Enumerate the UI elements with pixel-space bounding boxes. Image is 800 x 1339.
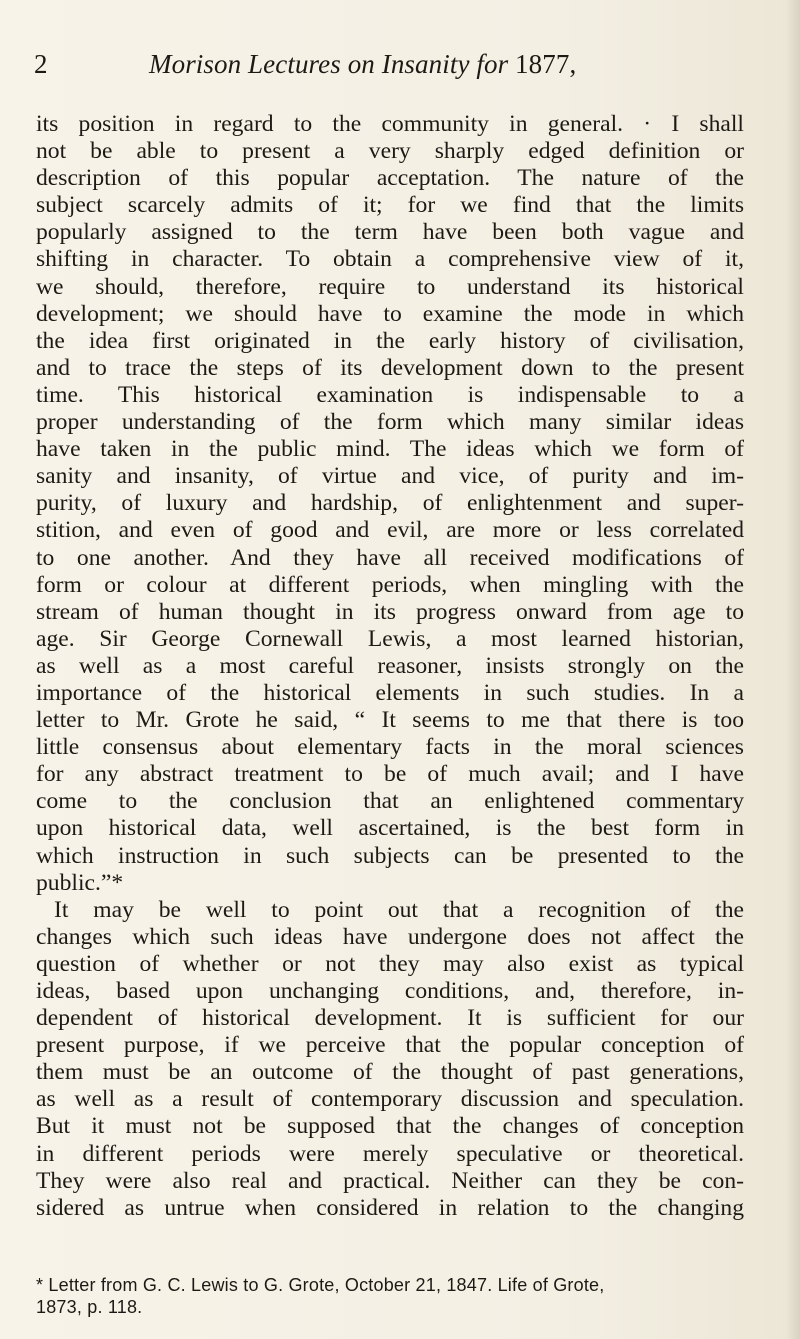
text-line: have taken in the public mind. The ideas which we form of [36, 436, 744, 463]
text-line: form or colour at different periods, when mingling with the [36, 571, 744, 598]
text-line: the idea first originated in the early history of civilisation, [36, 327, 744, 354]
text-line: proper understanding of the form which many similar ideas [36, 409, 744, 436]
running-title-year: 1877, [515, 49, 577, 79]
text-line: as well as a result of contemporary discussion and speculation. [36, 1086, 744, 1113]
text-line: which instruction in such subjects can be presented to the [36, 842, 744, 869]
text-line: letter to Mr. Grote he said, “ It seems to me that there is too [36, 707, 744, 734]
text-line: time. This historical examination is indispensable to a [36, 381, 744, 408]
text-line: its position in regard to the community in general. · I shall [36, 111, 744, 137]
text-line: question of whether or not they may also exist as typical [36, 950, 744, 977]
footnote [36, 1274, 744, 1318]
text-line: sanity and insanity, of virtue and vice, of purity and im- [36, 463, 744, 490]
text-line: stream of human thought in its progress onward from age to [36, 598, 744, 625]
running-head [34, 44, 734, 84]
text-line: sidered as untrue when considered in relation to the changing [36, 1194, 744, 1221]
page-edge-shadow [786, 0, 800, 1339]
text-line: ideas, based upon unchanging conditions, and, therefore, in- [36, 978, 744, 1004]
text-line: in different periods were merely speculative or theoretical. [36, 1140, 744, 1167]
text-line: age. Sir George Cornewall Lewis, a most learned historian, [36, 625, 744, 652]
running-title [149, 44, 576, 84]
text-line: changes which such ideas have undergone does not affect the [36, 923, 744, 950]
text-line: little consensus about elementary facts in the moral sciences [36, 734, 744, 761]
body-text [36, 111, 744, 1222]
text-line: description of this popular acceptation. The nature of the [36, 165, 744, 192]
text-line: dependent of historical development. It is sufficient for our [36, 1005, 744, 1032]
text-line: shifting in character. To obtain a comprehensive view of it, [36, 246, 744, 273]
text-line: to one another. And they have all received modifications of [36, 544, 744, 571]
footnote-line: 1873, p. 118. [36, 1297, 143, 1317]
text-line: present purpose, if we perceive that the popular conception of [36, 1032, 744, 1059]
text-line: not be able to present a very sharply edged definition or [36, 138, 744, 165]
text-line: They were also real and practical. Neither can they be con- [36, 1167, 744, 1194]
paragraph-start-line: It may be well to point out that a recognition of the [54, 896, 744, 923]
text-line: importance of the historical elements in such studies. In a [36, 679, 744, 706]
text-line: development; we should have to examine the mode in which [36, 300, 744, 327]
text-line: stition, and even of good and evil, are more or less correlated [36, 517, 744, 544]
text-line: as well as a most careful reasoner, insists strongly on the [36, 652, 744, 679]
running-title-text: Morison Lectures on Insanity for [149, 49, 509, 79]
text-line: for any abstract treatment to be of much avail; and I have [36, 761, 744, 788]
text-line: them must be an outcome of the thought of past generations, [36, 1059, 744, 1086]
text-line: purity, of luxury and hardship, of enlightenment and super- [36, 490, 744, 517]
footnote-line: * Letter from G. C. Lewis to G. Grote, October 21, 1847. Life of Grote, [36, 1275, 605, 1295]
text-line: upon historical data, well ascertained, is the best form in [36, 815, 744, 842]
paragraph-end-line: public.”* [36, 869, 124, 896]
page-number: 2 [34, 49, 48, 79]
text-line: popularly assigned to the term have been both vague and [36, 219, 744, 246]
text-line: we should, therefore, require to understand its historical [36, 273, 744, 300]
text-line: and to trace the steps of its development down to the present [36, 354, 744, 381]
text-line: come to the conclusion that an enlightened commentary [36, 788, 744, 815]
text-line: subject scarcely admits of it; for we find that the limits [36, 192, 744, 219]
text-line: But it must not be supposed that the changes of conception [36, 1113, 744, 1140]
